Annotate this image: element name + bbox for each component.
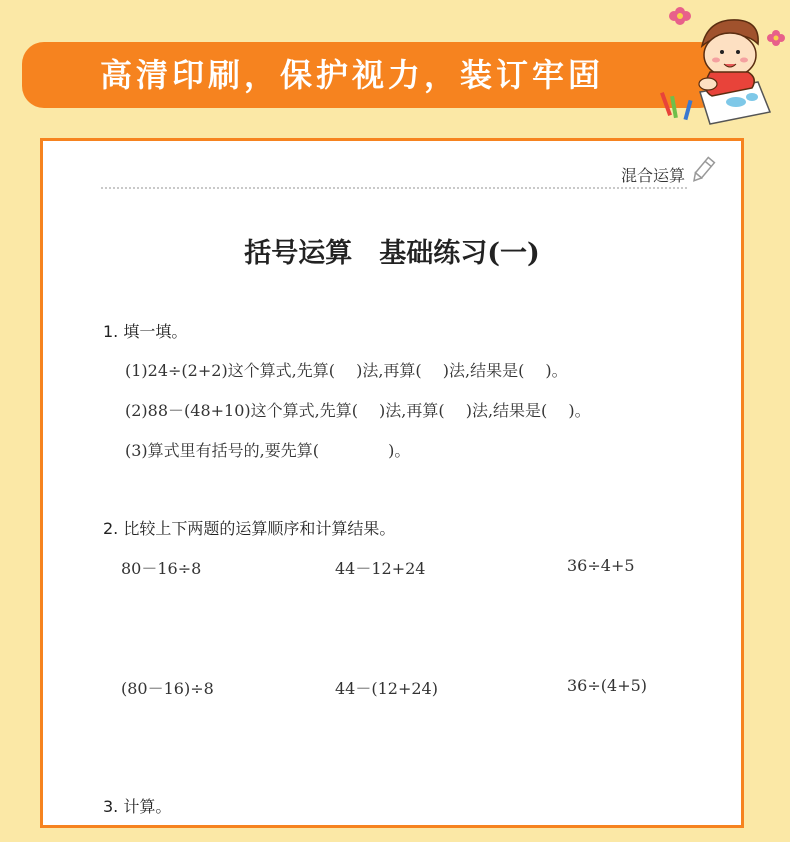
page-title: 括号运算 基础练习(一) xyxy=(244,238,540,269)
banner xyxy=(22,42,722,108)
dotted-divider xyxy=(101,187,687,189)
section-tag: 混合运算 xyxy=(620,166,685,185)
question-1-item: (2)88－(48+10)这个算式,先算( )法,再算( )法,结果是( )。 xyxy=(125,401,591,420)
question-1-item: (1)24÷(2+2)这个算式,先算( )法,再算( )法,结果是( )。 xyxy=(125,361,568,380)
worksheet-card xyxy=(40,138,744,828)
question-2-heading: 2. 比较上下两题的运算顺序和计算结果。 xyxy=(103,519,396,538)
expression: 36÷4+5 xyxy=(567,556,635,575)
question-3-heading: 3. 计算。 xyxy=(103,797,172,816)
expression: 80－16÷8 xyxy=(121,559,202,578)
question-1-heading: 1. 填一填。 xyxy=(103,322,188,341)
expression: (80－16)÷8 xyxy=(121,679,214,698)
expression: 44－(12+24) xyxy=(335,679,438,698)
expression: 44－12+24 xyxy=(335,559,426,578)
banner-text: 高清印刷，保护视力，装订牢固 xyxy=(99,56,604,94)
expression: 36÷(4+5) xyxy=(567,676,648,695)
pencil-icon xyxy=(689,155,717,185)
child-drawing-illustration xyxy=(640,0,790,130)
question-1-item: (3)算式里有括号的,要先算( )。 xyxy=(125,441,411,460)
